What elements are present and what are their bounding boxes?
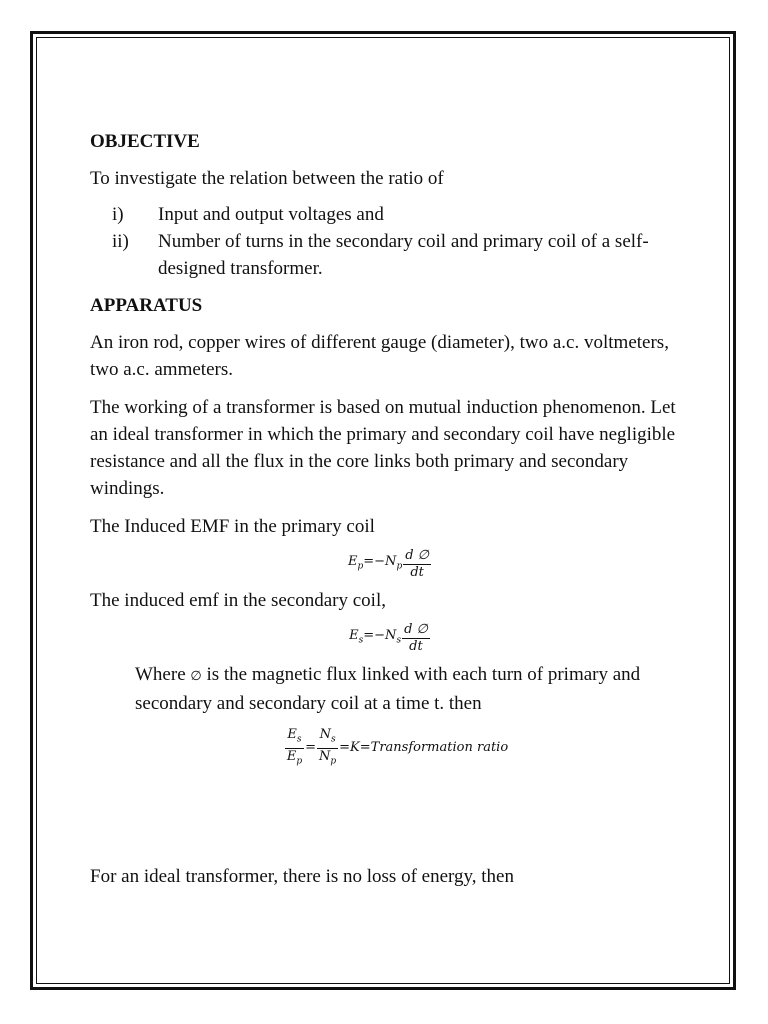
eq1-mid: =−N — [363, 554, 397, 570]
apparatus-text: An iron rod, copper wires of different gauge (diameter), two a.c. voltmeters, two a.c. ammeters. — [90, 332, 669, 380]
objective-intro: To investigate the relation between the ratio of — [90, 168, 444, 189]
secondary-emf-equation — [90, 622, 690, 655]
eq3-f1-den-sub: p — [296, 756, 303, 767]
list-item — [90, 228, 690, 282]
eq3-fraction-e — [285, 727, 304, 769]
blank-space — [90, 775, 690, 863]
eq1-frac-den: dt — [410, 565, 424, 580]
eq1-lhs: E — [348, 554, 358, 570]
list-item-text: Number of turns in the secondary coil and primary coil of a self-designed transformer. — [158, 231, 649, 279]
list-item-text: Input and output voltages and — [158, 204, 384, 225]
list-item-number: i) — [112, 204, 124, 225]
eq3-rhs: =K=Transformation ratio — [339, 740, 509, 756]
eq2-fraction — [402, 622, 430, 655]
eq1-fraction — [403, 548, 431, 581]
eq3-f2-den: N — [319, 748, 331, 764]
where-before: Where — [135, 664, 186, 685]
primary-emf-label: The Induced EMF in the primary coil — [90, 516, 375, 537]
closing-paragraph: For an ideal transformer, there is no loss of energy, then — [90, 866, 514, 888]
eq3-f2-num: N — [319, 727, 331, 742]
theory-paragraph: The working of a transformer is based on mutual induction phenomenon. Let an ideal transformer in which the primary and secondary coil have negligible resistance and all the flux in the core links both primary and secondary windings. — [90, 397, 676, 499]
eq2-lhs: E — [349, 628, 359, 644]
eq2-mid: =−N — [363, 628, 397, 644]
phi-symbol: ∅ — [190, 669, 202, 684]
eq2-frac-den: dt — [409, 639, 423, 654]
where-after: is the magnetic flux linked with each turn of primary and secondary and secondary coil at a time t. then — [135, 664, 641, 714]
secondary-emf-label: The induced emf in the secondary coil, — [90, 590, 386, 611]
eq3-f2-num-sub: s — [330, 734, 336, 745]
eq3-f1-num-sub: s — [296, 734, 302, 745]
apparatus-heading: APPARATUS — [90, 295, 203, 316]
objective-heading: OBJECTIVE — [90, 131, 200, 152]
eq3-f1-num: E — [287, 727, 297, 742]
eq1-mid-sub: p — [396, 561, 403, 572]
eq3-f2-den-sub: p — [330, 756, 337, 767]
eq2-lhs-sub: s — [358, 635, 364, 646]
eq1-lhs-sub: p — [357, 561, 364, 572]
eq3-f1-den: E — [286, 748, 297, 764]
list-item-number: ii) — [112, 231, 129, 252]
eq2-frac-num: d ∅ — [404, 622, 428, 637]
transformation-ratio-equation — [90, 727, 690, 769]
where-paragraph — [135, 661, 690, 717]
primary-emf-equation — [90, 548, 690, 581]
eq3-equals: = — [305, 740, 317, 756]
document-body — [90, 128, 690, 890]
eq2-mid-sub: s — [396, 635, 402, 646]
eq1-frac-num: d ∅ — [405, 548, 429, 563]
list-item — [90, 201, 690, 228]
objective-list — [90, 201, 690, 282]
eq3-fraction-n — [317, 727, 338, 769]
